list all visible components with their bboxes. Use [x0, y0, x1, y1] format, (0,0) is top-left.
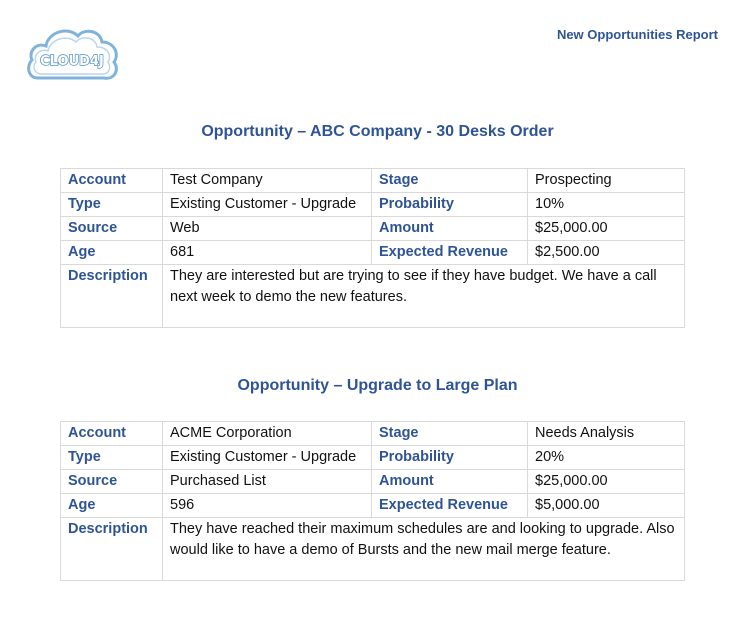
account-label: Account	[61, 422, 163, 446]
probability-label: Probability	[372, 446, 528, 470]
stage-value: Needs Analysis	[528, 422, 685, 446]
account-value: Test Company	[163, 169, 372, 193]
table-row	[61, 241, 685, 265]
account-value: ACME Corporation	[163, 422, 372, 446]
stage-label: Stage	[372, 422, 528, 446]
table-row	[61, 265, 685, 328]
amount-value: $25,000.00	[528, 470, 685, 494]
probability-label: Probability	[372, 193, 528, 217]
type-label: Type	[61, 193, 163, 217]
type-label: Type	[61, 446, 163, 470]
expected-revenue-value: $5,000.00	[528, 494, 685, 518]
opportunity-title: Opportunity – Upgrade to Large Plan	[237, 377, 518, 394]
description-value: They have reached their maximum schedules are and looking to upgrade. Also would like to have a demo of Bursts and the new mail merge feature.	[163, 518, 685, 581]
stage-value: Prospecting	[528, 169, 685, 193]
description-label: Description	[61, 518, 163, 581]
source-label: Source	[61, 217, 163, 241]
age-value: 596	[163, 494, 372, 518]
type-value: Existing Customer - Upgrade	[163, 193, 372, 217]
description-label: Description	[61, 265, 163, 328]
opportunity-title: Opportunity – ABC Company - 30 Desks Order	[201, 123, 554, 140]
amount-label: Amount	[372, 470, 528, 494]
table-row	[61, 169, 685, 193]
report-title: New Opportunities Report	[556, 27, 718, 42]
cloud4j-logo	[24, 22, 120, 86]
table-row	[61, 217, 685, 241]
table-row	[61, 494, 685, 518]
expected-revenue-label: Expected Revenue	[372, 494, 528, 518]
source-value: Purchased List	[163, 470, 372, 494]
description-value: They are interested but are trying to see if they have budget. We have a call next week to demo the new features.	[163, 265, 685, 328]
source-value: Web	[163, 217, 372, 241]
probability-value: 20%	[528, 446, 685, 470]
table-row	[61, 193, 685, 217]
probability-value: 10%	[528, 193, 685, 217]
table-row	[61, 518, 685, 581]
amount-value: $25,000.00	[528, 217, 685, 241]
account-label: Account	[61, 169, 163, 193]
opportunity-table	[60, 421, 685, 581]
amount-label: Amount	[372, 217, 528, 241]
table-row	[61, 422, 685, 446]
age-value: 681	[163, 241, 372, 265]
expected-revenue-value: $2,500.00	[528, 241, 685, 265]
age-label: Age	[61, 241, 163, 265]
opportunity-table	[60, 168, 685, 328]
table-row	[61, 446, 685, 470]
source-label: Source	[61, 470, 163, 494]
expected-revenue-label: Expected Revenue	[372, 241, 528, 265]
logo-wordmark: CLOUD4J	[40, 54, 104, 69]
table-row	[61, 470, 685, 494]
type-value: Existing Customer - Upgrade	[163, 446, 372, 470]
age-label: Age	[61, 494, 163, 518]
stage-label: Stage	[372, 169, 528, 193]
